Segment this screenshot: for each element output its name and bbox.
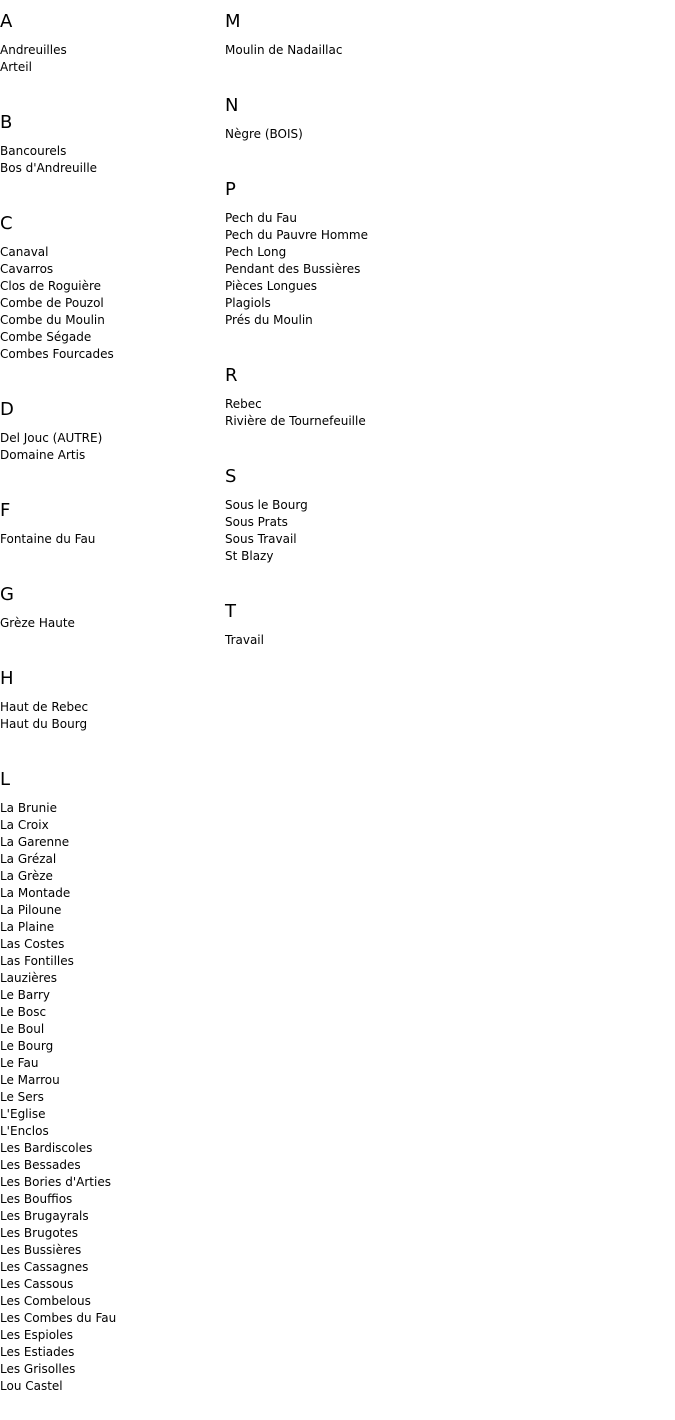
place-link[interactable]: Pech du Pauvre Homme	[225, 228, 368, 242]
place-link[interactable]: Fontaine du Fau	[0, 532, 96, 546]
letter-heading: D	[0, 399, 14, 420]
place-link[interactable]: Le Sers	[0, 1090, 44, 1104]
letter-group-l	[0, 758, 225, 1420]
place-link[interactable]: Arteil	[0, 60, 32, 74]
place-link[interactable]: Travail	[225, 633, 264, 647]
letter-group-c	[0, 202, 225, 388]
letter-heading: C	[0, 213, 13, 234]
letter-heading: A	[0, 11, 13, 32]
letter-heading: H	[0, 668, 14, 689]
place-link[interactable]: La Garenne	[0, 835, 70, 849]
letter-group-p	[225, 168, 675, 354]
place-link[interactable]: Combe du Moulin	[0, 313, 105, 327]
place-link[interactable]: Del Jouc (AUTRE)	[0, 431, 103, 445]
place-list	[0, 244, 225, 388]
place-list	[0, 430, 225, 489]
place-link[interactable]: La Piloune	[0, 903, 62, 917]
place-link[interactable]: Haut du Bourg	[0, 717, 88, 731]
place-link[interactable]: Pendant des Bussières	[225, 262, 361, 276]
place-list	[225, 497, 675, 590]
letter-heading: G	[0, 584, 14, 605]
place-link[interactable]: Les Espioles	[0, 1328, 74, 1342]
place-link[interactable]: Les Bories d'Arties	[0, 1175, 111, 1189]
letter-heading: N	[225, 95, 239, 116]
place-link[interactable]: Nègre (BOIS)	[225, 127, 303, 141]
place-list	[225, 126, 675, 168]
place-list	[0, 143, 225, 202]
place-link[interactable]: Las Costes	[0, 937, 65, 951]
place-link[interactable]: Les Bardiscoles	[0, 1141, 93, 1155]
place-link[interactable]: Les Cassous	[0, 1277, 74, 1291]
place-list	[0, 699, 225, 758]
letter-heading: R	[225, 365, 238, 386]
place-link[interactable]: Cavarros	[0, 262, 54, 276]
place-link[interactable]: Haut de Rebec	[0, 700, 89, 714]
place-list	[225, 210, 675, 354]
place-link[interactable]: Combes Fourcades	[0, 347, 114, 361]
place-link[interactable]: Moulin de Nadaillac	[225, 43, 343, 57]
letter-heading: T	[225, 601, 236, 622]
letter-heading: F	[0, 500, 11, 521]
place-list	[225, 632, 675, 674]
left-column	[0, 0, 225, 1420]
letter-heading: M	[225, 11, 241, 32]
place-link[interactable]: Rebec	[225, 397, 262, 411]
place-link[interactable]: Les Combelous	[0, 1294, 91, 1308]
place-link[interactable]: Les Brugayrals	[0, 1209, 89, 1223]
place-link[interactable]: Les Bessades	[0, 1158, 81, 1172]
place-list	[0, 531, 225, 573]
place-link[interactable]: Les Estiades	[0, 1345, 75, 1359]
letter-heading: S	[225, 466, 237, 487]
place-link[interactable]: Sous Prats	[225, 515, 288, 529]
place-link[interactable]: L'Eglise	[0, 1107, 46, 1121]
place-link[interactable]: Grèze Haute	[0, 616, 75, 630]
place-link[interactable]: La Grézal	[0, 852, 57, 866]
letter-group-s	[225, 455, 675, 590]
place-link[interactable]: Lou Castel	[0, 1379, 63, 1393]
place-link[interactable]: La Croix	[0, 818, 49, 832]
place-link[interactable]: Le Marrou	[0, 1073, 60, 1087]
letter-heading: B	[0, 112, 13, 133]
place-link[interactable]: Lauzières	[0, 971, 57, 985]
letter-group-n	[225, 84, 675, 168]
place-link[interactable]: La Grèze	[0, 869, 53, 883]
place-link[interactable]: Las Fontilles	[0, 954, 74, 968]
place-list	[0, 42, 225, 101]
place-link[interactable]: Les Bussières	[0, 1243, 82, 1257]
place-link[interactable]: L'Enclos	[0, 1124, 49, 1138]
place-link[interactable]: Prés du Moulin	[225, 313, 313, 327]
letter-group-t	[225, 590, 675, 674]
place-list	[0, 615, 225, 657]
place-link[interactable]: Le Bosc	[0, 1005, 47, 1019]
letter-group-b	[0, 101, 225, 202]
letter-group-f	[0, 489, 225, 573]
place-link[interactable]: Plagiols	[225, 296, 271, 310]
place-link[interactable]: Pièces Longues	[225, 279, 318, 293]
place-link[interactable]: Les Combes du Fau	[0, 1311, 117, 1325]
place-link[interactable]: Bancourels	[0, 144, 67, 158]
place-link[interactable]: La Brunie	[0, 801, 57, 815]
place-link[interactable]: Sous le Bourg	[225, 498, 308, 512]
place-link[interactable]: Le Boul	[0, 1022, 45, 1036]
place-link[interactable]: Les Bouffios	[0, 1192, 73, 1206]
place-link[interactable]: La Plaine	[0, 920, 55, 934]
place-link[interactable]: Le Fau	[0, 1056, 39, 1070]
place-link[interactable]: St Blazy	[225, 549, 274, 563]
place-link[interactable]: Pech du Fau	[225, 211, 298, 225]
place-link[interactable]: Les Brugotes	[0, 1226, 78, 1240]
place-link[interactable]: Clos de Roguière	[0, 279, 102, 293]
place-link[interactable]: Canaval	[0, 245, 49, 259]
right-column	[225, 0, 675, 674]
place-link[interactable]: La Montade	[0, 886, 71, 900]
place-link[interactable]: Combe de Pouzol	[0, 296, 104, 310]
place-link[interactable]: Le Barry	[0, 988, 51, 1002]
place-link[interactable]: Domaine Artis	[0, 448, 86, 462]
letter-group-h	[0, 657, 225, 758]
letter-group-r	[225, 354, 675, 455]
place-link[interactable]: Rivière de Tournefeuille	[225, 414, 366, 428]
place-link[interactable]: Andreuilles	[0, 43, 67, 57]
letter-heading: P	[225, 179, 236, 200]
place-link[interactable]: Les Grisolles	[0, 1362, 76, 1376]
place-list	[225, 396, 675, 455]
letter-heading: L	[0, 769, 11, 790]
place-list	[0, 800, 225, 1420]
place-link[interactable]: Le Bourg	[0, 1039, 54, 1053]
place-link[interactable]: Combe Ségade	[0, 330, 92, 344]
place-link[interactable]: Les Cassagnes	[0, 1260, 89, 1274]
place-link[interactable]: Pech Long	[225, 245, 287, 259]
letter-group-a	[0, 0, 225, 101]
place-link[interactable]: Sous Travail	[225, 532, 297, 546]
letter-group-g	[0, 573, 225, 657]
place-list	[225, 42, 675, 84]
letter-group-m	[225, 0, 675, 84]
place-link[interactable]: Bos d'Andreuille	[0, 161, 98, 175]
letter-group-d	[0, 388, 225, 489]
